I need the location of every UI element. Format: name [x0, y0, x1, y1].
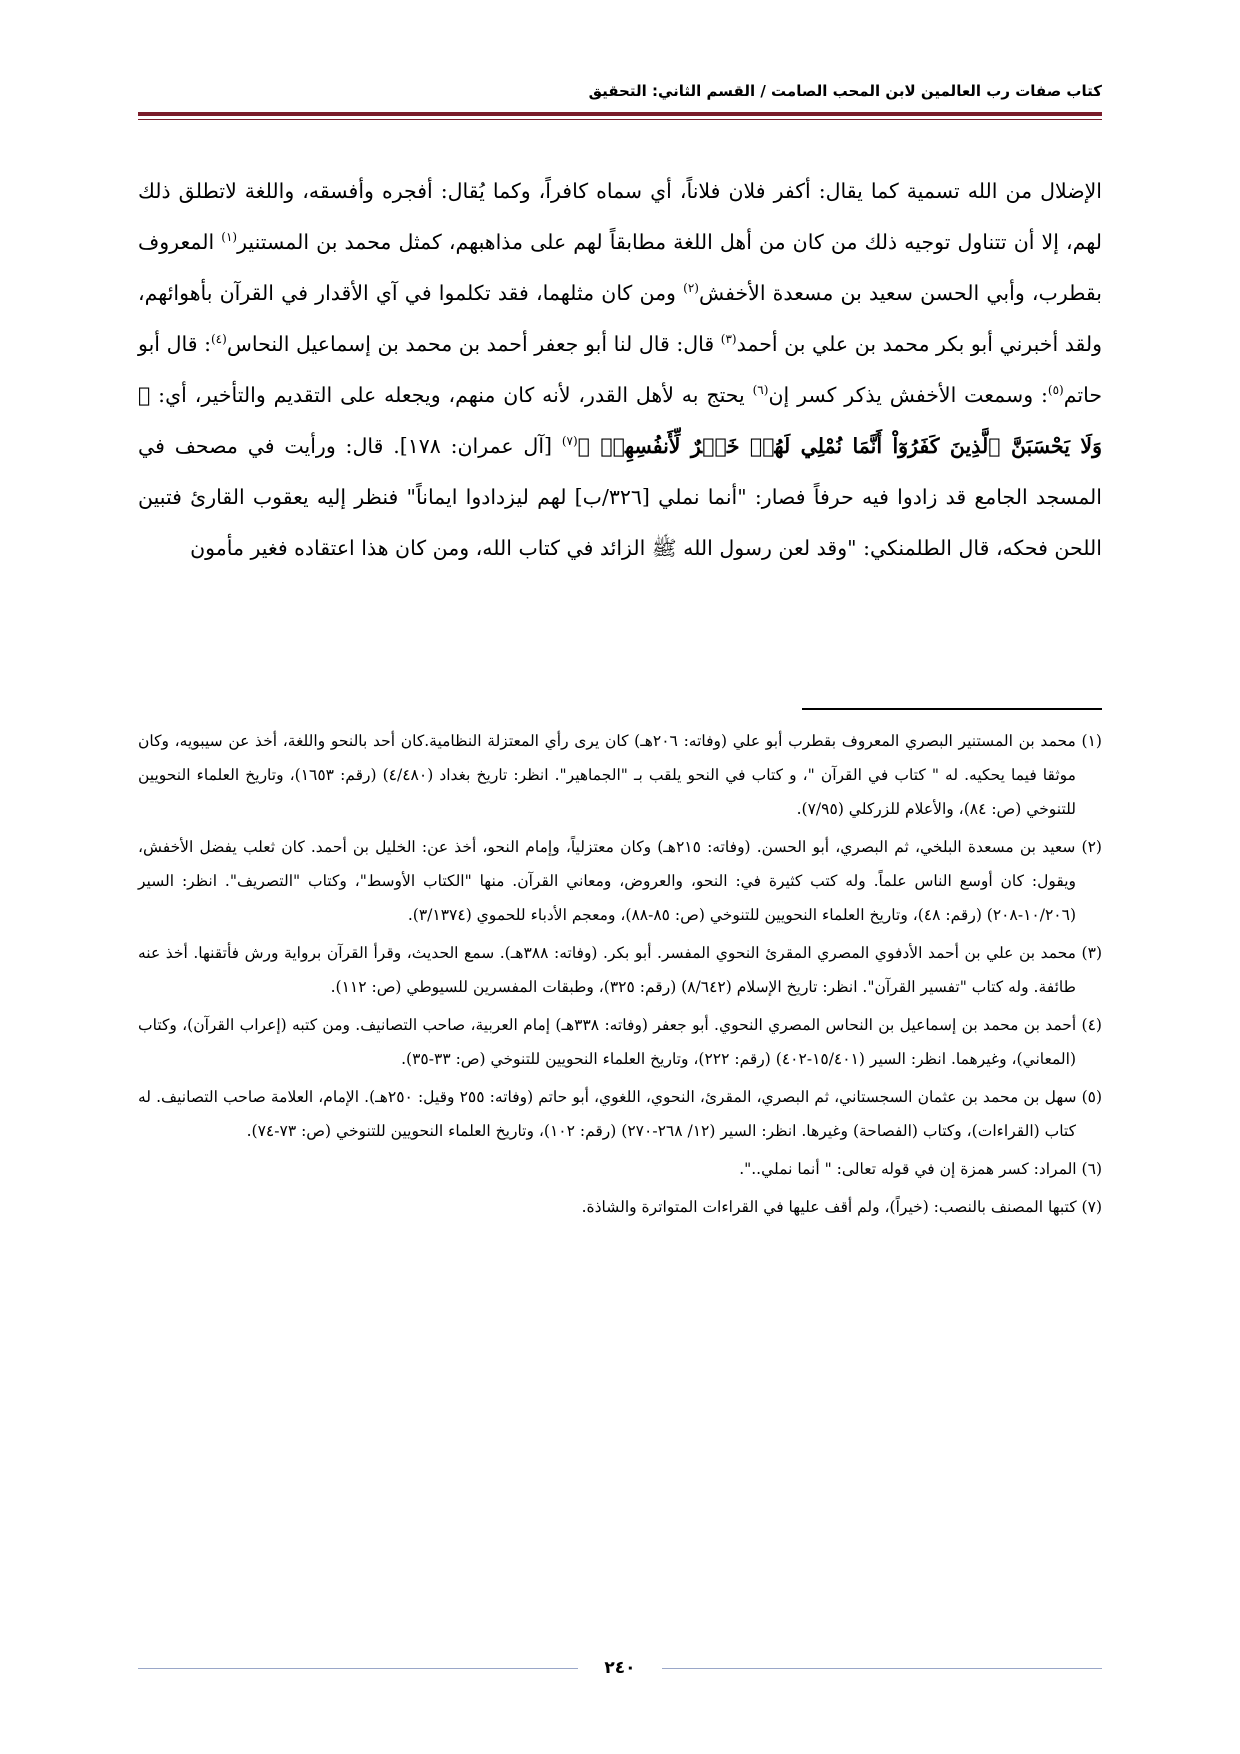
footnote-5 [138, 1080, 1102, 1148]
footnote-ref-5: (٥) [1047, 383, 1064, 398]
footnote-ref-3: (٣) [720, 332, 737, 347]
footnote-1 [138, 724, 1102, 826]
header-rule-thin [138, 119, 1102, 120]
text-segment-2: المعروف بقطرب، وأبي الحسن سعيد بن مسعدة الأخفش [138, 230, 1102, 305]
footnotes-list [138, 724, 1102, 1228]
footnote-ref-4: (٤) [210, 332, 227, 347]
footnote-number: (٧) [1081, 1198, 1102, 1216]
footnote-number: (٣) [1081, 944, 1102, 962]
footnote-text: كتبها المصنف بالنصب: (خيراً)، ولم أقف عليها في القراءات المتواترة والشاذة. [581, 1198, 1077, 1216]
quran-verse: ﴿ وَلَا يَحْسَبَنَّ ٱلَّذِينَ كَفَرُوٓاْ أَنَّمَا نُمْلِي لَهُمۡ خَيۡرٌ لِّأَنفُسِهِمۡ ﴾ [138, 383, 1102, 458]
footnote-text: المراد: كسر همزة إن في قوله تعالى: " أنما نملي..". [739, 1160, 1077, 1178]
footnote-text: محمد بن المستنير البصري المعروف بقطرب أبو علي (وفاته: ٢٠٦هـ) كان يرى رأي المعتزلة النظامية.كان أحد بالنحو واللغة، أخذ عن سيبويه، وكان موثقا فيما يحكيه. له " كتاب في القرآن "، و كتاب في النحو يلقب بـ "الجماهير". انظر: تاريخ بغداد (٤/٤٨٠) (رقم: ١٦٥٣)، وتاريخ العلماء النحويين للتنوخي (ص: ٨٤)، والأعلام للزركلي (٧/٩٥). [138, 732, 1076, 818]
footnote-text: أحمد بن محمد بن إسماعيل بن النحاس المصري النحوي. أبو جعفر (وفاته: ٣٣٨هـ) إمام العربية، صاحب التصانيف. ومن كتبه (إعراب القرآن)، وكتاب (المعاني)، وغيرهما. انظر: السير (١٥/٤٠١-٤٠٢) (رقم: ٢٢٢)، وتاريخ العلماء النحويين للتنوخي (ص: ٣٣-٣٥). [138, 1016, 1077, 1068]
running-head: كتاب صفات رب العالمين لابن المحب الصامت / القسم الثاني: التحقيق [588, 82, 1102, 100]
page-number: ٢٤٠ [604, 1658, 636, 1678]
main-paragraph [138, 166, 1102, 574]
footnote-number: (٢) [1081, 838, 1102, 856]
footnote-number: (١) [1081, 732, 1102, 750]
text-segment-3: ومن كان مثلهما، فقد تكلموا في آي الأقدار في القرآن بأهوائهم، ولقد أخبرني أبو بكر محمد بن علي بن أحمد [138, 281, 1102, 356]
footnote-text: سهل بن محمد بن عثمان السجستاني، ثم البصري، المقرئ، النحوي، اللغوي، أبو حاتم (وفاته: ٢٥٥ وقيل: ٢٥٠هـ). الإمام، العلامة صاحب التصانيف. له كتاب (القراءات)، وكتاب (الفصاحة) وغيرها. انظر: السير (١٢/ ٢٦٨-٢٧٠) (رقم: ١٠٢)، وتاريخ العلماء النحويين للتنوخي (ص: ٧٣-٧٤). [138, 1088, 1077, 1140]
footnote-4 [138, 1008, 1102, 1076]
text-segment-1: الإضلال من الله تسمية كما يقال: أكفر فلان فلاناً، أي سماه كافراً، وكما يُقال: أفجره وأفسقه، واللغة لاتطلق ذلك لهم، إلا أن تتناول توجيه ذلك من كان من أهل اللغة مطابقاً لهم على مذاهبهم، كمثل محمد بن المستنير [138, 179, 1102, 254]
footnote-number: (٥) [1081, 1088, 1103, 1106]
footnote-2 [138, 830, 1102, 932]
footnote-ref-1: (١) [221, 230, 238, 245]
text-segment-5: : قال أبو حاتم [138, 332, 1102, 407]
footnote-ref-7: (٧) [561, 434, 578, 449]
footnote-ref-2: (٢) [683, 281, 699, 296]
footnote-text: محمد بن علي بن أحمد الأدفوي المصري المقرئ النحوي المفسر. أبو بكر. (وفاته: ٣٨٨هـ). سمع الحديث، وقرأ القرآن برواية ورش فأتقنها. أخذ عنه طائفة. وله كتاب "تفسير القرآن". انظر: تاريخ الإسلام (٨/٦٤٢) (رقم: ٣٢٥)، وطبقات المفسرين للسيوطي (ص: ١١٢). [138, 944, 1076, 996]
footnote-7 [138, 1190, 1102, 1224]
footer-rule-left [138, 1668, 578, 1669]
footnote-3 [138, 936, 1102, 1004]
main-text [138, 166, 1102, 574]
text-segment-4: قال: قال لنا أبو جعفر أحمد بن محمد بن إسماعيل النحاس [226, 332, 721, 356]
text-segment-7: يحتج به لأهل القدر، لأنه كان منهم، ويجعله على التقديم والتأخير، أي: [150, 383, 753, 407]
footnote-separator [802, 708, 1102, 710]
footnote-ref-6: (٦) [752, 383, 769, 398]
footnote-text: سعيد بن مسعدة البلخي، ثم البصري، أبو الحسن. (وفاته: ٢١٥هـ) وكان معتزلياً، وإمام النحو، أخذ عن: الخليل بن أحمد. كان ثعلب يفضل الأخفش، ويقول: كان أوسع الناس علماً. وله كتب كثيرة في: النحو، والعروض، ومعاني القرآن. منها "الكتاب الأوسط"، وكتاب "التصريف". انظر: السير (١٠/٢٠٦-٢٠٨) (رقم: ٤٨)، وتاريخ العلماء النحويين للتنوخي (ص: ٨٥-٨٨)، ومعجم الأدباء للحموي (٣/١٣٧٤). [138, 838, 1076, 924]
footer-rule-right [662, 1668, 1102, 1669]
header-rule-thick [138, 112, 1102, 116]
footnote-6 [138, 1152, 1102, 1186]
text-segment-6: : وسمعت الأخفش يذكر كسر إن [768, 383, 1048, 407]
text-segment-8: [آل عمران: ١٧٨]. قال: ورأيت في مصحف في المسجد الجامع قد زادوا فيه حرفاً فصار: "أنما نملي [٣٢٦/ب] لهم ليزدادوا ايماناً" فنظر إليه يعقوب القارئ فتبين اللحن فحكه، قال الطلمنكي: "وقد لعن رسول الله ﷺ الزائد في كتاب الله، ومن كان هذا اعتقاده فغير مأمون [138, 434, 1102, 560]
footnote-number: (٦) [1081, 1160, 1102, 1178]
footnote-number: (٤) [1081, 1016, 1102, 1034]
